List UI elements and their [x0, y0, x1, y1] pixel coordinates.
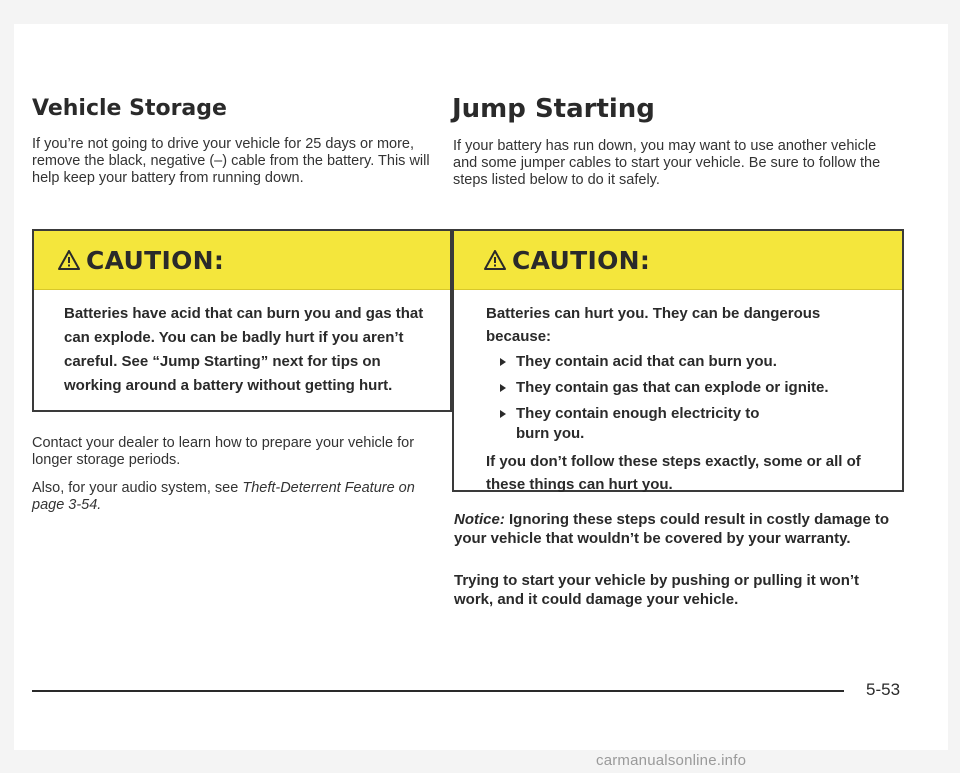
- jump-starting-intro: If your battery has run down, you may want to use another vehicle and some jumper cables to start your vehicle. Be sure to follow the steps listed below to do it safely.: [453, 138, 881, 188]
- caution-bullet-list: [486, 352, 882, 444]
- caution-bullet-text: They contain gas that can explode or ignite.: [516, 379, 829, 396]
- warning-triangle-icon: [58, 250, 80, 270]
- watermark: carmanualsonline.info: [596, 752, 747, 769]
- bullet-arrow-icon: [500, 410, 506, 418]
- caution-title: CAUTION:: [512, 245, 651, 275]
- notice-label: Notice:: [454, 511, 505, 528]
- caution-bullet-item: [486, 352, 882, 372]
- push-start-warning: Trying to start your vehicle by pushing or pulling it won’t work, and it could damage your vehicle.: [454, 572, 860, 608]
- audio-reference-prefix: Also, for your audio system, see: [32, 480, 243, 496]
- page-number: 5-53: [866, 680, 901, 699]
- warning-triangle-icon: [484, 250, 506, 270]
- caution-box-storage: [32, 229, 452, 412]
- caution-bullet-text: They contain acid that can burn you.: [516, 353, 777, 370]
- caution-title: CAUTION:: [86, 245, 225, 275]
- caution-bullet-item: [486, 378, 882, 398]
- section-title-jump-starting: Jump Starting: [452, 94, 655, 124]
- section-title-vehicle-storage: Vehicle Storage: [32, 96, 227, 121]
- bullet-arrow-icon: [500, 358, 506, 366]
- caution-closing: If you don’t follow these steps exactly, some or all of these things can hurt you.: [486, 453, 861, 493]
- audio-system-reference: [32, 480, 422, 514]
- caution-header: [34, 231, 450, 290]
- caution-bullet-item: [486, 404, 882, 444]
- theft-deterrent-reference: Theft-Deterrent Feature on page 3-54.: [32, 480, 415, 513]
- caution-body: [454, 290, 902, 506]
- contact-dealer-text: Contact your dealer to learn how to prepare your vehicle for longer storage periods.: [32, 435, 415, 468]
- vehicle-storage-intro: If you’re not going to drive your vehicle for 25 days or more, remove the black, negative (–) cable from the battery. This will help keep your battery from running down.: [32, 136, 430, 186]
- notice-paragraph: [454, 510, 894, 548]
- caution-body: [34, 290, 450, 408]
- caution-text: Batteries have acid that can burn you and gas that can explode. You can be badly hurt if you aren’t careful. See “Jump Starting” next for tips on working around a battery without getting hurt.: [64, 305, 424, 394]
- manual-page: [14, 24, 948, 750]
- caution-box-jump: [452, 229, 904, 492]
- caution-header: [454, 231, 902, 290]
- notice-text: Ignoring these steps could result in costly damage to your vehicle that wouldn’t be covered by your warranty.: [454, 511, 890, 547]
- footer-rule: [32, 690, 844, 692]
- caution-bullet-text: They contain enough electricity to burn you.: [516, 405, 760, 442]
- bullet-arrow-icon: [500, 384, 506, 392]
- caution-lead: Batteries can hurt you. They can be dangerous because:: [486, 305, 821, 345]
